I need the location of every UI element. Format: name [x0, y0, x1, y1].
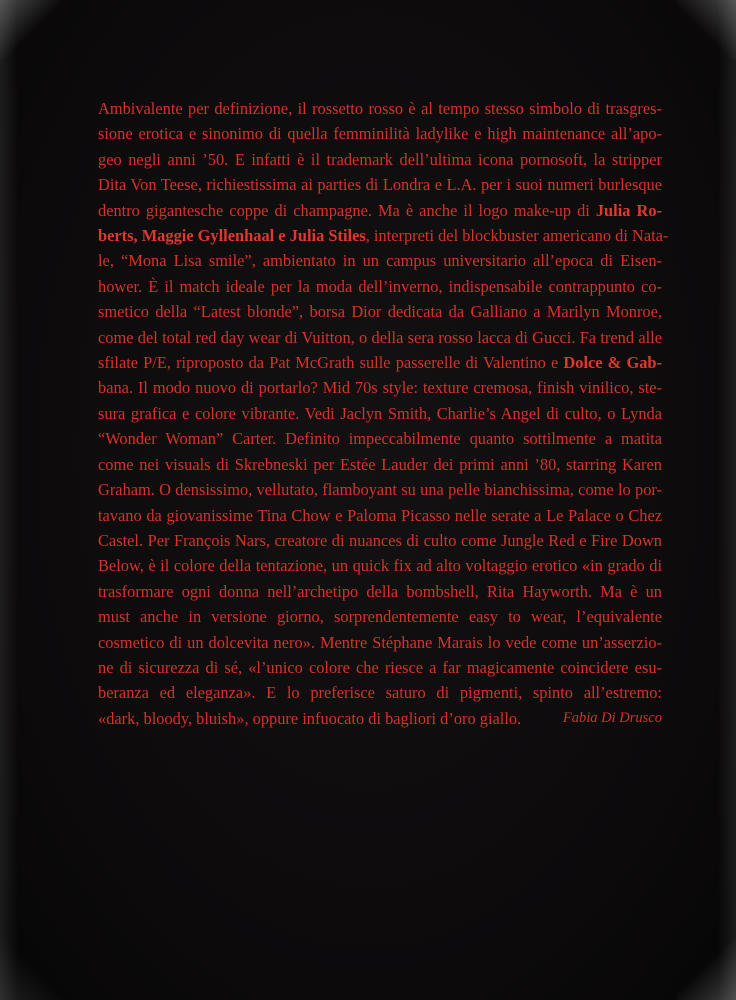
- shrink-wrap-corner: [676, 940, 736, 1000]
- text-line: geo negli anni ’50. E infatti è il trademark dell’ultima icona pornosoft, la stripper: [98, 149, 662, 169]
- text-line: [98, 198, 662, 223]
- bold-name: Julia Stiles: [289, 226, 366, 246]
- text-run: , interpreti del blockbuster americano di Nata-: [365, 226, 669, 246]
- bold-name: Julia Ro-: [595, 200, 662, 220]
- text-line: come del total red day wear di Vuitton, o della sera rosso lacca di Gucci. Fa trend alle: [98, 327, 662, 347]
- text-line: tavano da giovanissime Tina Chow e Paloma Picasso nelle serate a Le Palace o Chez: [98, 505, 662, 525]
- text-line: sura grafica e colore vibrante. Vedi Jaclyn Smith, Charlie’s Angel di culto, o Lynda: [98, 403, 662, 423]
- text-run: sfilate P/E, riproposto da Pat McGrath sulle passerelle di Valentino e: [98, 353, 564, 373]
- bold-name: Dolce & Gab-: [563, 353, 662, 373]
- shrink-wrap-corner: [0, 940, 60, 1000]
- text-line: come nei visuals di Skrebneski per Estée Lauder dei primi anni ’80, starring Karen: [98, 454, 662, 474]
- text-line: ne di sicurezza di sé, «l’unico colore che riesce a far magicamente coincidere esu-: [98, 657, 662, 677]
- bold-name: e: [274, 226, 290, 246]
- text-line: [98, 706, 662, 731]
- text-line: Below, è il colore della tentazione, un quick fix ad alto voltaggio erotico «in grado di: [98, 556, 662, 576]
- text-line: sione erotica e sinonimo di quella femminilità ladylike e high maintenance all’apo-: [98, 124, 662, 144]
- text-run: «dark, bloody, bluish», oppure infuocato di bagliori d’oro giallo.: [98, 708, 522, 728]
- bold-name: berts,: [98, 226, 142, 246]
- text-line: [98, 223, 669, 248]
- text-run: dentro gigantesche coppe di champagne. Ma è anche il logo make-up di: [98, 200, 596, 220]
- text-line: trasformare ogni donna nell’archetipo della bombshell, Rita Hayworth. Ma è un: [98, 581, 662, 601]
- shrink-wrap-edge-left: [0, 0, 18, 1000]
- text-line: “Wonder Woman” Carter. Definito impeccabilmente quanto sottilmente a matita: [98, 429, 662, 449]
- text-line: Graham. O densissimo, vellutato, flamboyant su una pelle bianchissima, come lo por-: [98, 480, 662, 500]
- author-byline: Fabia Di Drusco: [562, 709, 662, 726]
- text-line: smetico della “Latest blonde”, borsa Dior dedicata da Galliano a Marilyn Monroe,: [98, 302, 662, 322]
- shrink-wrap-edge-right: [718, 0, 736, 1000]
- text-line: hower. È il match ideale per la moda dell’inverno, indispensabile contrappunto co-: [98, 276, 662, 296]
- text-line: le, “Mona Lisa smile”, ambientato in un campus universitario all’epoca di Eisen-: [98, 251, 662, 271]
- bold-name: Maggie Gyllenhaal: [141, 226, 275, 246]
- text-line: Castel. Per François Nars, creatore di nuances di culto come Jungle Red e Fire Down: [98, 530, 662, 550]
- article-body: [98, 96, 669, 731]
- text-line: must anche in versione giorno, sorprendentemente easy to wear, l’equivalente: [98, 607, 662, 627]
- text-line: Ambivalente per definizione, il rossetto rosso è al tempo stesso simbolo di trasgres-: [98, 99, 662, 118]
- shrink-wrap-corner: [0, 0, 60, 60]
- text-line: beranza ed eleganza». E lo preferisce saturo di pigmenti, spinto all’estremo:: [98, 683, 662, 703]
- shrink-wrap-corner: [676, 0, 736, 60]
- text-line: cosmetico di un dolcevita nero». Mentre Stéphane Marais lo vede come un’asserzio-: [98, 632, 662, 652]
- text-line: Dita Von Teese, richiestissima ai parties di Londra e L.A. per i suoi numeri burlesque: [98, 175, 662, 195]
- text-line: [98, 350, 662, 375]
- text-line: bana. Il modo nuovo di portarlo? Mid 70s style: texture cremosa, finish vinilico, ste-: [98, 378, 662, 398]
